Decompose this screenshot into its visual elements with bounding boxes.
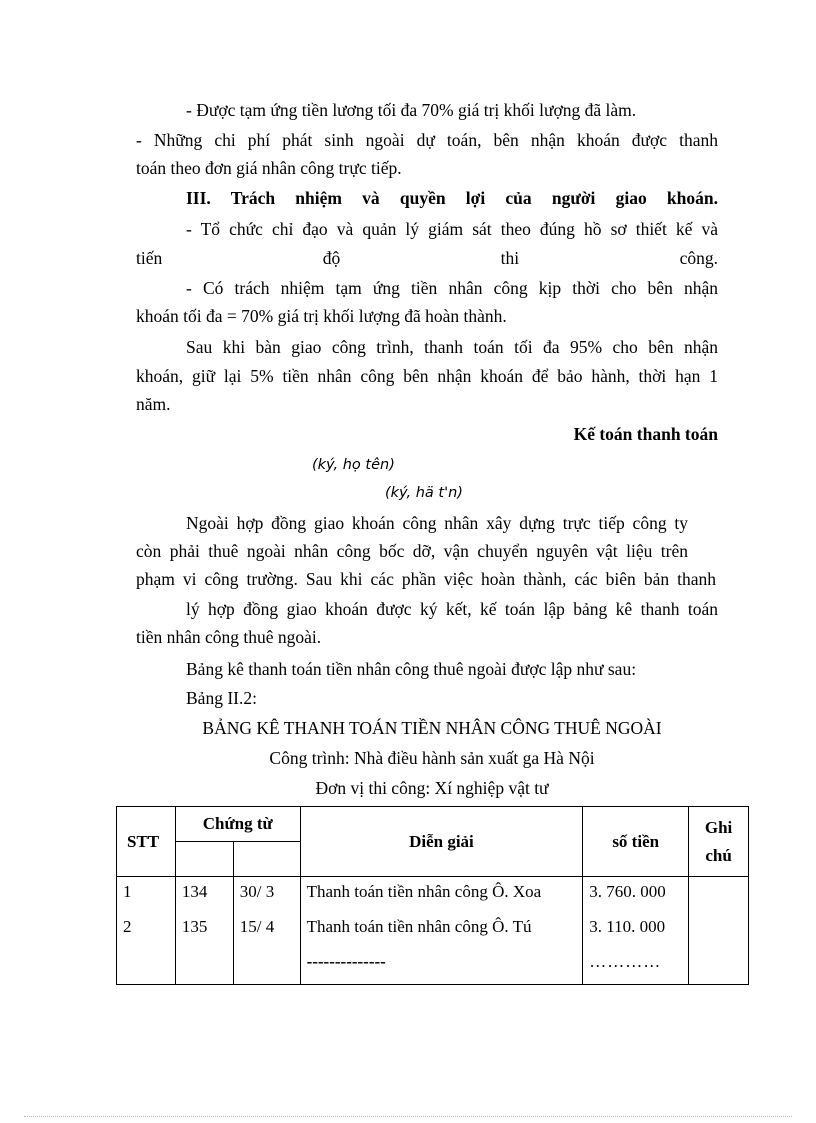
row-2-description: Thanh toán tiền nhân công Ô. Tú [306,917,532,936]
paragraph-outsourcing-line4: lý hợp đồng giao khoán được ký kết, kế toán lập bảng kê thanh toán [186,599,718,619]
col-description [300,877,583,985]
table-row [117,877,749,985]
paragraph-handover-line3: năm. [136,394,171,414]
header-voucher: Chứng từ [175,807,300,842]
paragraph-extra-costs-line1: - Những chi phí phát sinh ngoài dự toán, bên nhận khoán được thanh [136,130,718,150]
header-voucher-date [233,842,300,877]
paragraph-advance-salary: - Được tạm ứng tiền lương tối đa 70% giá trị khối lượng đã làm. [186,100,637,120]
col-note [689,877,749,985]
header-voucher-number [175,842,233,877]
row-2-stt: 2 [123,917,132,936]
table-title: BẢNG KÊ THANH TOÁN TIỀN NHÂN CÔNG THUÊ NGOÀI [202,718,662,738]
paragraph-outsourcing-line3: phạm vi công trường. Sau khi các phần việc hoàn thành, các biên bản thanh [136,569,716,589]
paragraph-extra-costs-line2: toán theo đơn giá nhân công trực tiếp. [136,158,402,178]
paragraph-handover-line1: Sau khi bàn giao công trình, thanh toán tối đa 95% cho bên nhận [186,337,718,357]
header-amount: số tiền [583,807,689,877]
continuation-description: -------------- [306,952,386,971]
row-1-description: Thanh toán tiền nhân công Ô. Xoa [306,882,542,901]
col-date [233,877,300,985]
col-amount [583,877,689,985]
paragraph-handover-line2: khoán, giữ lại 5% tiền nhân công bên nhận khoán để bảo hành, thời hạn 1 [136,366,718,386]
word: thi [500,248,520,268]
col-number [175,877,233,985]
row-1-stt: 1 [123,882,132,901]
signature-note-2: (ký, hä t'n) [385,485,463,501]
payment-table [116,806,749,985]
page-bottom-divider [24,1116,792,1117]
row-1-number: 134 [181,882,208,901]
paragraph-supervision-line1: - Tổ chức chỉ đạo và quản lý giám sát theo đúng hồ sơ thiết kế và [186,219,718,239]
row-1-date: 30/ 3 [239,882,275,901]
header-note-line2: chú [705,845,732,865]
row-1-amount: 3. 760. 000 [589,882,666,901]
table-unit: Đơn vị thi công: Xí nghiệp vật tư [315,778,549,798]
paragraph-outsourcing-line2: còn phải thuê ngoài nhân công bốc dỡ, vận chuyển nguyên vật liệu trên [136,541,688,561]
table-label: Bảng II.2: [186,688,257,708]
row-2-amount: 3. 110. 000 [589,917,666,936]
paragraph-outsourcing-line1: Ngoài hợp đồng giao khoán công nhân xây dựng trực tiếp công ty [186,513,688,533]
header-note-line1: Ghi [704,817,733,837]
paragraph-advance-line1: - Có trách nhiệm tạm ứng tiền nhân công kịp thời cho bên nhận [186,278,718,298]
paragraph-outsourcing-line5: tiền nhân công thuê ngoài. [136,627,322,647]
paragraph-table-intro: Bảng kê thanh toán tiền nhân công thuê ngoài được lập như sau: [186,659,637,679]
row-2-number: 135 [181,917,208,936]
word: độ [322,248,341,268]
header-stt: STT [117,807,176,877]
header-note [689,807,749,877]
row-2-date: 15/ 4 [239,917,275,936]
word: công. [679,248,718,268]
signature-note-1: (ký, họ tên) [312,457,395,473]
header-description: Diễn giải [300,807,583,877]
paragraph-advance-line2: khoán tối đa = 70% giá trị khối lượng đã hoàn thành. [136,306,507,326]
word: tiến [136,248,163,268]
col-stt [117,877,176,985]
paragraph-supervision-line2 [136,248,718,268]
signer-title: Kế toán thanh toán [573,424,718,444]
section-heading-iii: III. Trách nhiệm và quyền lợi của người giao khoán. [186,188,718,208]
table-project: Công trình: Nhà điều hành sản xuất ga Hà Nội [269,748,595,768]
continuation-amount: ………… [589,952,662,971]
